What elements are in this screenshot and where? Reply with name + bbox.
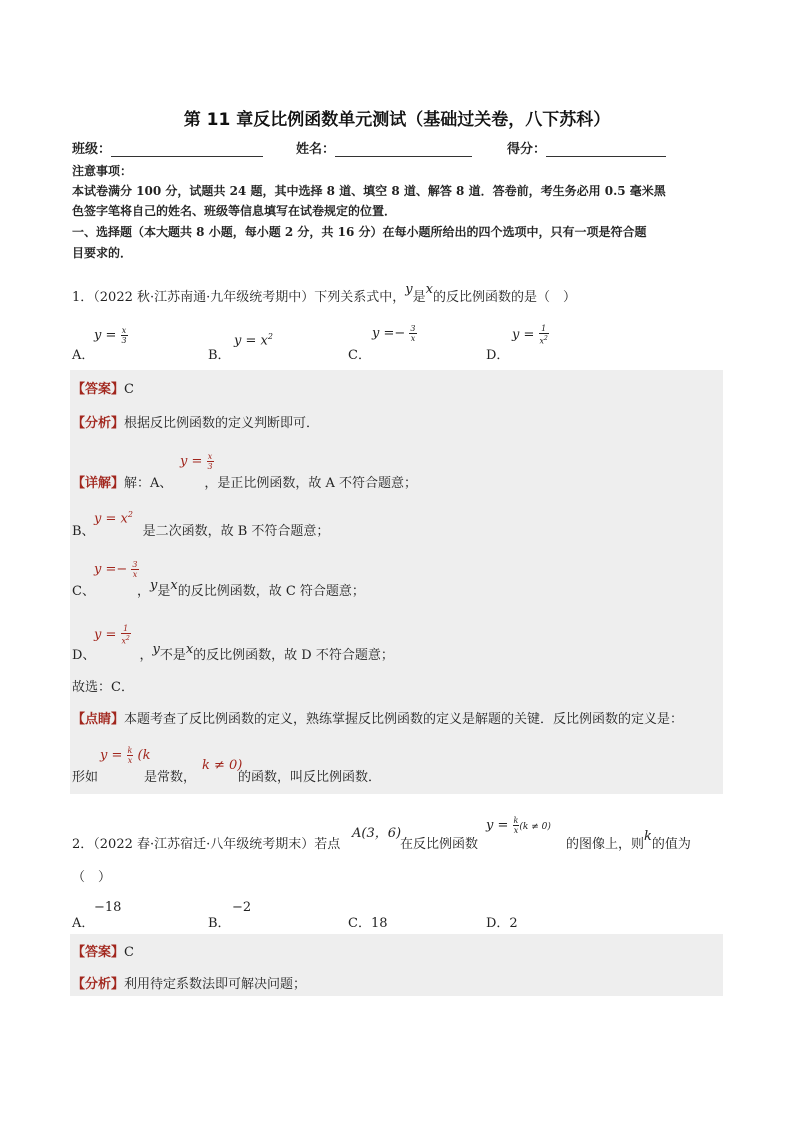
- frac-den-exp: 2: [544, 335, 548, 342]
- frac-den-exp: 2: [126, 635, 130, 642]
- q2-stem-c: [566, 829, 691, 852]
- analysis-text: 根据反比例函数的定义判断即可．: [124, 416, 320, 431]
- q2-stem-text: 的值为: [651, 837, 691, 852]
- q2-analysis: [72, 973, 306, 992]
- q1-stem-text: 1．（2022 秋·江苏南通·九年级统考期中）下列关系式中，: [72, 290, 406, 305]
- section-line-1: 一、选择题（本大题共 8 小题，每小题 2 分，共 16 分）在每小题所给出的四个选项中，只有一项是符合题: [72, 225, 647, 239]
- score-field: [507, 138, 666, 157]
- frac-den-base: x: [539, 336, 545, 346]
- math-text: y =−: [94, 562, 128, 577]
- page-title: 第 11 章反比例函数单元测试（基础过关卷，八下苏科）: [183, 110, 611, 130]
- frac-den: [121, 634, 131, 646]
- q2-stem-text: 的图像上，则: [566, 837, 645, 852]
- frac-den-base: x: [121, 636, 127, 646]
- analysis-text: 利用待定系数法即可解决问题；: [124, 977, 307, 992]
- q1-opt-a-math: [94, 326, 128, 345]
- class-blank: [111, 142, 263, 157]
- q1-comment-math-b: k ≠ 0): [202, 758, 243, 773]
- q2-answer: [72, 941, 134, 960]
- q2-option-a: [72, 900, 122, 931]
- option-label: B．: [208, 916, 231, 931]
- frac-den: 3: [121, 336, 127, 345]
- q2-opt-a-math: −18: [94, 900, 122, 915]
- answer-value: C: [124, 382, 134, 397]
- var-x: x: [185, 642, 194, 657]
- frac-num: 3: [132, 560, 138, 569]
- q1-conclusion: 故选：C．: [72, 680, 134, 695]
- q1-comment: [72, 708, 683, 727]
- q1-opt-d-math: [512, 324, 549, 346]
- score-blank: [546, 142, 666, 157]
- detail-text: C、: [72, 584, 95, 599]
- q1-option-a: [72, 326, 127, 363]
- var-x: x: [170, 578, 178, 593]
- math-sup: 2: [127, 510, 133, 519]
- detail-text: 解：A、: [124, 476, 173, 491]
- frac-num: x: [121, 326, 127, 335]
- section-line-2: 目要求的．: [72, 246, 133, 260]
- frac-den: [539, 334, 549, 346]
- score-label: 得分：: [507, 142, 547, 157]
- math-text: y = x: [234, 333, 268, 349]
- notice-line-1: 本试卷满分 100 分，试题共 24 题，其中选择 8 道、填空 8 道、解答 8 道．答卷前，考生务必用 0.5 毫米黑: [72, 184, 666, 198]
- q2-stem-text: 2．（2022 春·江苏宿迁·八年级统考期末）若点: [72, 837, 341, 852]
- var-k: k: [644, 829, 652, 844]
- analysis-tag: 【分析】: [72, 416, 125, 431]
- q1-opt-b-math: [234, 332, 273, 348]
- option-label: A．: [72, 916, 95, 931]
- math-text: y =: [94, 627, 117, 643]
- q1-answer: [72, 378, 134, 397]
- q1-comment-math-a: y = $\frac{k}{x}$ (k: [100, 746, 151, 765]
- var-y: y: [149, 578, 158, 593]
- detail-text: ，是正比例函数，故 A 不符合题意；: [204, 476, 418, 491]
- q1-detail-b-math: [94, 510, 133, 526]
- q1-is: 是: [412, 290, 426, 305]
- detail-text: D、: [72, 648, 96, 663]
- q2-option-d: D．2: [486, 916, 518, 931]
- name-blank: [335, 142, 472, 157]
- q1-var-y: y: [405, 282, 413, 297]
- q1-option-c: [348, 324, 416, 363]
- q1-detail-c: [72, 580, 365, 599]
- q1-option-b: [208, 332, 273, 363]
- q1-opt-c-math: [372, 324, 417, 343]
- detail-text: ，: [136, 584, 150, 599]
- comment-text: 形如: [72, 770, 99, 785]
- comment-tag: 【点睛】: [72, 712, 125, 727]
- math-text: y = x: [94, 511, 128, 527]
- frac-num: 1: [539, 324, 549, 334]
- frac-den: x: [132, 570, 138, 579]
- name-label: 姓名：: [296, 142, 336, 157]
- math-sup: 2: [267, 332, 273, 341]
- answer-tag: 【答案】: [72, 382, 125, 397]
- q1-analysis: [72, 412, 319, 431]
- detail-text: ，: [139, 648, 153, 663]
- frac-den: x: [410, 334, 416, 343]
- detail-text: 的反比例函数，故 C 符合题意；: [177, 584, 365, 599]
- detail-text: 不是: [159, 648, 186, 663]
- q2-stem: [72, 833, 340, 852]
- q1-stem: [72, 282, 576, 305]
- comment-text: 的函数，叫反比例函数．: [238, 770, 382, 785]
- q1-option-d: [486, 324, 548, 363]
- option-label: C．: [348, 348, 371, 363]
- q2-point: A(3，6): [352, 826, 402, 841]
- math-text: y =: [512, 327, 535, 343]
- detail-text: B、: [72, 524, 95, 539]
- q1-detail-a-math: [180, 452, 214, 471]
- frac-num: 1: [121, 624, 131, 634]
- q1-var-x: x: [425, 282, 433, 297]
- notice-line-2: 色签字笔将自己的姓名、班级等信息填写在试卷规定的位置．: [72, 204, 397, 218]
- class-field: [72, 138, 263, 157]
- analysis-tag: 【分析】: [72, 977, 125, 992]
- q2-option-b: [208, 900, 252, 931]
- q1-detail-d: [72, 644, 394, 663]
- frac-num: x: [207, 452, 213, 461]
- q2-function: y = $\frac{k}{x}$ (k ≠ 0): [486, 816, 551, 835]
- detail-text: 的反比例函数，故 D 不符合题意；: [193, 648, 394, 663]
- comment-text: 本题考查了反比例函数的定义，熟练掌握反比例函数的定义是解题的关键．反比例函数的定义是：: [124, 712, 684, 727]
- option-label: D．: [486, 348, 510, 363]
- comment-text: 是常数，: [144, 770, 197, 785]
- math-text: (k ≠ 0): [519, 822, 551, 832]
- frac-num: 3: [410, 324, 416, 333]
- name-field: [296, 138, 472, 157]
- q1-detail-d-math: [94, 624, 131, 646]
- q1-detail-a: [72, 472, 417, 491]
- q2-stem-b: 在反比例函数: [400, 837, 479, 852]
- option-label: B．: [208, 348, 231, 363]
- math-text: y =: [94, 328, 117, 343]
- q1-stem-end: 的反比例函数的是（ ）: [432, 290, 576, 305]
- q2-paren: （ ）: [72, 870, 112, 885]
- answer-value: C: [124, 945, 134, 960]
- notice-heading: 注意事项：: [72, 164, 133, 178]
- frac-den: 3: [207, 462, 213, 471]
- detail-tag: 【详解】: [72, 476, 125, 491]
- class-label: 班级：: [72, 142, 112, 157]
- math-text: (k: [137, 748, 151, 763]
- q2-option-c: C．18: [348, 916, 388, 931]
- var-y: y: [152, 642, 160, 657]
- math-text: y =: [180, 454, 203, 469]
- math-text: y =−: [372, 326, 406, 341]
- detail-text: 是二次函数，故 B 不符合题意；: [142, 524, 330, 539]
- q1-detail-c-math: [94, 560, 139, 579]
- answer-tag: 【答案】: [72, 945, 125, 960]
- q2-opt-b-math: −2: [232, 900, 252, 915]
- detail-is: 是: [157, 584, 171, 599]
- option-label: A．: [72, 348, 95, 363]
